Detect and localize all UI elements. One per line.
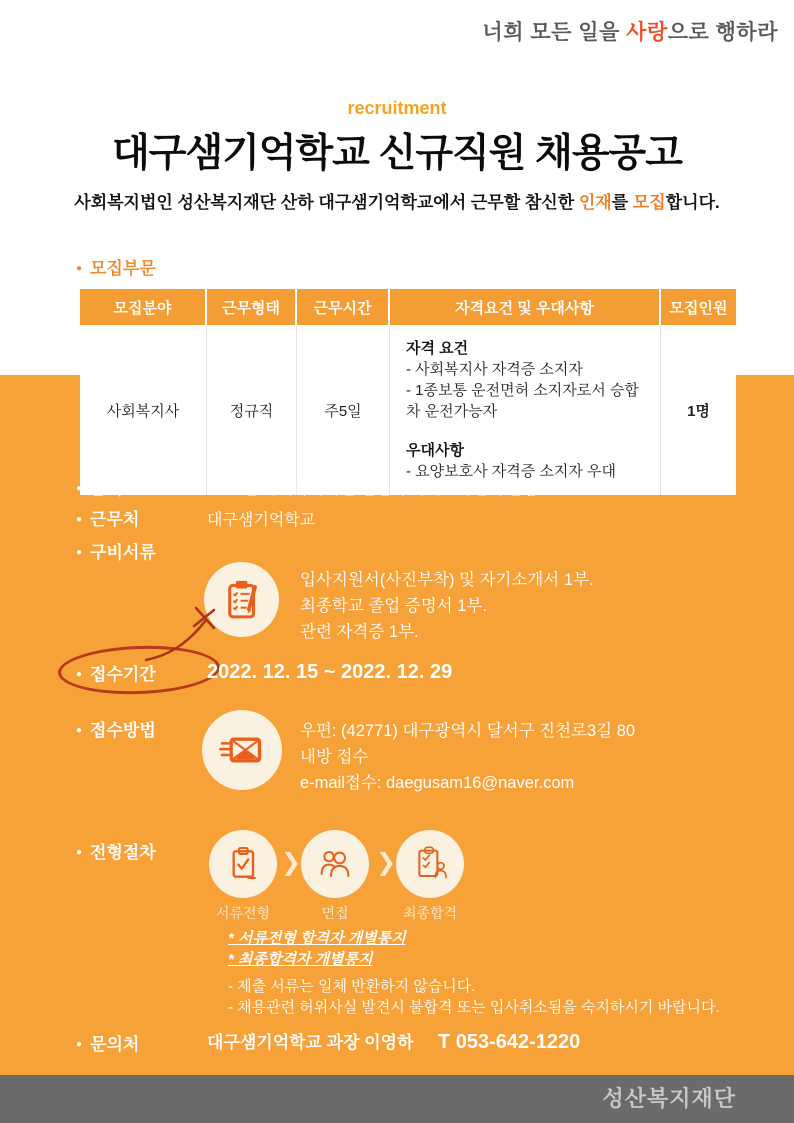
spacer	[406, 422, 644, 440]
bullet-icon: ●	[76, 669, 83, 680]
bullet-icon: ●	[76, 514, 83, 525]
documents-lines	[300, 567, 594, 645]
process-note-underlined: * 서류전형 합격자 개별통지	[228, 930, 406, 947]
bullet-icon: ●	[76, 725, 83, 736]
cell-field: 사회복지사	[80, 325, 207, 495]
people-icon	[315, 844, 355, 884]
preference-item: - 요양보호사 자격증 소지자 우대	[406, 463, 617, 480]
cell-headcount: 1명	[687, 402, 710, 420]
column-header-qualifications: 자격요건 및 우대사항	[390, 289, 661, 325]
value-salary: 2023년 사회복지시설 인건비 가이드라인에 준함	[207, 481, 539, 498]
label-period	[76, 660, 156, 685]
doc-person-icon	[410, 844, 450, 884]
handdrawn-arrow-icon	[138, 600, 226, 666]
slogan-suffix: 으로 행하라	[667, 21, 778, 44]
table-row	[80, 325, 736, 495]
subtitle-text: 를	[611, 193, 633, 212]
cell-employment-type: 정규직	[207, 325, 297, 495]
step-circle-interview	[301, 830, 369, 898]
method-icon-circle	[202, 710, 282, 790]
chevron-right-icon: ❯	[376, 849, 397, 876]
step-circle-final-pass	[396, 830, 464, 898]
document-line: 최종학교 졸업 증명서 1부.	[300, 597, 487, 615]
method-line: 내방 접수	[300, 748, 369, 766]
subtitle	[0, 188, 794, 213]
label-text: 전형절차	[90, 843, 156, 862]
mail-icon	[217, 725, 267, 775]
label-workplace	[76, 505, 139, 530]
value-workplace: 대구샘기억학교	[207, 512, 316, 529]
contact-info	[207, 1028, 580, 1054]
contact-phone: T 053-642-1220	[437, 1031, 581, 1053]
slogan	[482, 16, 778, 46]
contact-person: 대구샘기억학교 과장 이영하	[207, 1033, 414, 1052]
column-header-employment-type: 근무형태	[207, 289, 297, 325]
qualification-item: - 1종보통 운전면허 소지자로서 승합차 운전가능자	[406, 382, 639, 420]
bullet-icon: ●	[76, 263, 83, 274]
step-label-interview: 면접	[321, 905, 349, 921]
process-note-underlined: * 최종합격자 개별통지	[228, 951, 373, 968]
method-lines	[300, 718, 635, 796]
label-process	[76, 838, 156, 863]
document-line: 입사지원서(사진부착) 및 자기소개서 1부.	[300, 571, 594, 589]
bullet-icon: ●	[76, 847, 83, 858]
label-text: 접수방법	[90, 721, 156, 740]
step-label-document-screening: 서류전형	[215, 905, 271, 921]
subtitle-highlight-1: 인재	[578, 193, 612, 212]
eyebrow-recruitment: recruitment	[347, 98, 447, 118]
qualification-requirements-title: 자격 요건	[406, 340, 469, 357]
column-header-field: 모집분야	[80, 289, 207, 325]
slogan-prefix: 너희 모든 일을	[482, 21, 627, 44]
method-line: 우편: (42771) 대구광역시 달서구 진천로3길 80	[300, 722, 636, 740]
method-line: e-mail접수: daegusam16@naver.com	[300, 774, 575, 792]
bullet-icon: ●	[76, 483, 83, 494]
column-header-headcount: 모집인원	[661, 289, 736, 325]
page-title: 대구샘기억학교 신규직원 채용공고	[112, 132, 682, 175]
footer-org-name: 성산복지재단	[602, 1086, 736, 1111]
label-text: 급여	[90, 479, 123, 498]
preference-title: 우대사항	[406, 442, 464, 459]
process-note: - 제출 서류는 일체 반환하지 않습니다.	[228, 978, 476, 995]
footer	[0, 1075, 794, 1123]
label-salary	[76, 474, 123, 499]
chevron-right-icon: ❯	[281, 849, 302, 876]
label-contact	[76, 1030, 139, 1055]
label-text: 구비서류	[90, 543, 156, 562]
table-header-row	[80, 289, 736, 325]
cell-work-hours: 주5일	[297, 325, 390, 495]
bullet-icon: ●	[76, 1039, 83, 1050]
qualification-item: - 사회복지사 자격증 소지자	[406, 361, 583, 378]
label-documents	[76, 538, 156, 563]
document-line: 관련 자격증 1부.	[300, 623, 419, 641]
subtitle-text: 사회복지법인 성산복지재단 산하 대구샘기억학교에서 근무할 참신한	[74, 193, 579, 212]
step-circle-document-screening	[209, 830, 277, 898]
section-title-label: 모집부문	[90, 259, 156, 278]
label-text: 접수기간	[90, 665, 156, 684]
value-period: 2022. 12. 15 ~ 2022. 12. 29	[207, 661, 453, 683]
process-note: - 채용관련 허위사실 발견시 불합격 또는 입사취소됨을 숙지하시기 바랍니다.	[228, 999, 720, 1016]
column-header-work-hours: 근무시간	[297, 289, 390, 325]
cell-qualifications	[390, 325, 661, 495]
bullet-icon: ●	[76, 547, 83, 558]
label-text: 문의처	[90, 1035, 140, 1054]
doc-check-icon	[223, 844, 263, 884]
section-title-recruit-category	[76, 254, 156, 279]
slogan-highlight: 사랑	[626, 21, 668, 44]
subtitle-text: 합니다.	[665, 193, 720, 212]
label-text: 근무처	[90, 510, 140, 529]
recruitment-table	[80, 289, 736, 495]
subtitle-highlight-2: 모집	[632, 193, 666, 212]
step-label-final-pass: 최종합격	[402, 905, 458, 921]
label-method	[76, 716, 156, 741]
